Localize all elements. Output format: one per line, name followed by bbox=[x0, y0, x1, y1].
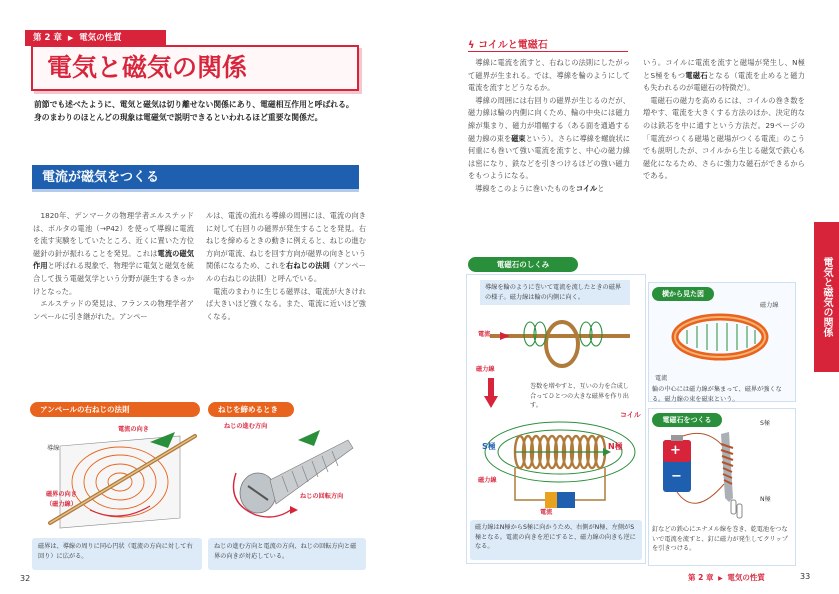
label-current-1: 電流 bbox=[478, 331, 491, 338]
left-col1-text-c: エルステッドの発見は、フランスの物理学者アンペールに引き継がれた。アンペー bbox=[33, 299, 194, 321]
right-col2-text-a: いう。コイルに電流を流すと磁場が発生し、N極とS極をもつ bbox=[643, 58, 805, 80]
term-coil: コイル bbox=[575, 183, 598, 193]
subsection-header-right bbox=[468, 36, 548, 51]
footer-chapter-title: 電気の性質 bbox=[727, 573, 765, 582]
left-column-2 bbox=[206, 210, 366, 323]
right-col2-text-b: となる（電流を止めると磁力も失われるのが電磁石の特徴だ）。 bbox=[643, 70, 805, 93]
footer-chapter: 第 2 章 bbox=[688, 573, 714, 582]
left-column-1 bbox=[33, 210, 194, 323]
fig-screw-title: ねじを締めるとき bbox=[208, 402, 294, 417]
left-col1-text-a: 1820年、デンマークの物理学者エルステッドは、ボルタの電池（→P42）を使って導線に電流を流す実験をしていたところ、近くに置いた方位磁針の針が振れることを発見。これは bbox=[33, 211, 194, 258]
side-view-diagram bbox=[665, 302, 785, 367]
advance-arrow-icon bbox=[298, 430, 320, 446]
label-make-n: N極 bbox=[760, 496, 771, 503]
label-current-direction: 電流の向き bbox=[118, 426, 149, 433]
term-magnetic-flux: 磁束 bbox=[511, 133, 526, 143]
screw-icon bbox=[240, 440, 353, 513]
left-col2-text-c: 電流のまわりに生じる磁界は、電流が大きければ大きいほど強くなる。また、電流に近いほど強くなる。 bbox=[206, 286, 366, 321]
subsection-title-left: 電流が磁気をつくる bbox=[42, 170, 160, 185]
fig-side-caption: 輪の中心には磁力線が集まって、磁界が強くなる。磁力線の束を磁束という。 bbox=[652, 386, 782, 403]
label-wire: 導線 bbox=[47, 445, 60, 452]
fig-electromagnet-caption bbox=[470, 520, 642, 560]
current-arrow-icon bbox=[500, 332, 510, 340]
page-number-left: 32 bbox=[20, 574, 31, 583]
label-current-2: 電流 bbox=[540, 509, 553, 516]
left-col2-text-a: ルは、電流の流れる導線の周囲には、電流の向きに対して右回りの磁界が発生することを発見。右ねじを締めるときの動きに例えると、ねじの進む方向が電流、ねじを回す方向が磁界の向きという関係になるため、これを bbox=[206, 211, 366, 271]
label-side-current: 電流 bbox=[655, 375, 668, 382]
term-electromagnet: 電磁石 bbox=[685, 70, 708, 80]
coil-diagram bbox=[475, 410, 645, 515]
fig-electromagnet-caption-text: 磁力線はN極からS極に向かうため、右側がN極、左側がS極となる。電流の向きを逆にすると、磁力線の向きも逆になる。 bbox=[475, 524, 636, 550]
label-field-direction: 磁界の向き （磁力線） bbox=[46, 491, 77, 508]
subsection-underline bbox=[468, 51, 628, 52]
right-column-2 bbox=[643, 57, 805, 183]
footer-right bbox=[688, 572, 765, 583]
section-title-box bbox=[31, 45, 359, 91]
fig-make-caption: 釘などの鉄心にエナメル線を巻き、乾電池をつないで電流を流すと、釘に磁力が発生してクリップを引きつける。 bbox=[652, 526, 788, 552]
left-header-tab bbox=[25, 30, 166, 46]
subsection-title-right: コイルと電磁石 bbox=[478, 40, 548, 51]
right-col1-text-b: 導線の周囲には右回りの磁界が生じるのだが、磁力線は輪の内側に向くため、輪の中央には磁力線が集まり、磁力が増幅する（ある面を通過する磁力線の束を bbox=[468, 95, 630, 143]
right-col1-text-c: という）。さらに導線を螺旋状に何重にも巻いて強い電流を流すと、中心の磁力線は密になり、鉄などを引きつけるほどの強い磁力をもつようになる。 bbox=[468, 133, 630, 181]
fig-ampere-diagram bbox=[30, 418, 205, 538]
label-s-pole: S極 bbox=[482, 442, 496, 451]
chapter-title: 電気の性質 bbox=[79, 33, 122, 43]
right-column-1 bbox=[468, 57, 630, 196]
battery-plus: + bbox=[670, 443, 681, 458]
page-number-right: 33 bbox=[800, 572, 811, 581]
right-col1-text-e: と bbox=[597, 183, 605, 193]
label-coil: コイル bbox=[620, 411, 641, 419]
label-make-s: S極 bbox=[760, 420, 771, 427]
label-side-field: 磁力線 bbox=[760, 302, 779, 309]
paper-clip-icon bbox=[731, 500, 742, 518]
subsection-bar-left bbox=[32, 165, 359, 192]
fig-side-title: 横から見た図 bbox=[652, 287, 714, 301]
chapter-label: 第 2 章 bbox=[33, 33, 62, 43]
left-col1-text-b: と呼ばれる現象で、物理学に電気と磁気を統合して扱う電磁気学という分野が誕生するきっかけとなった。 bbox=[33, 261, 194, 296]
battery-icon bbox=[545, 492, 575, 508]
fig-electromagnet-title: 電磁石のしくみ bbox=[468, 257, 578, 272]
term-magnetic-action: 電流の磁気作用 bbox=[33, 248, 194, 271]
section-title: 電気と磁気の関係 bbox=[47, 53, 248, 82]
side-tab: 電気と磁気の関係 bbox=[814, 222, 839, 372]
left-col2-text-b: （アンペールの右ねじの法則）と呼んでいる。 bbox=[206, 261, 366, 283]
label-n-pole: N極 bbox=[608, 442, 623, 451]
right-col2-text-c: 電磁石の磁力を高めるには、コイルの巻き数を増やす、電流を大きくする方法のほか、決定的なのは鉄芯を中に通すという方法だ。29ページの「電流がつくる磁場と磁場がつくる電流」のこうでも説明したが、コイルから生じる磁気で鉄心も磁化になるため、さらに強力な磁石ができるからである。 bbox=[643, 95, 805, 181]
right-col1-text-a: 導線に電流を流すと、右ねじの法則にしたがって磁界が生まれる。では、導線を輪のようにして電流を流すとどうなるか。 bbox=[468, 58, 630, 93]
lightning-icon: ϟ bbox=[468, 40, 475, 51]
loop-diagram bbox=[470, 304, 645, 379]
fig-ampere-title: アンペールの右ねじの法則 bbox=[30, 402, 200, 417]
fig-ampere-caption-text: 磁界は、導線の周りに同心円状（電流の方向に対して右回り）に広がる。 bbox=[38, 543, 193, 560]
down-arrow-icon bbox=[484, 378, 498, 408]
chapter-arrow-icon: ▶ bbox=[67, 34, 74, 42]
fig-make-title: 電磁石をつくる bbox=[652, 413, 722, 427]
label-screw-advance: ねじの進む方向 bbox=[224, 423, 268, 430]
fig-screw-diagram bbox=[208, 418, 368, 538]
label-field-lines-2: 磁力線 bbox=[478, 477, 497, 484]
footer-arrow-icon: ▶ bbox=[718, 575, 723, 582]
fig-ampere-caption bbox=[32, 538, 202, 570]
battery-minus: − bbox=[671, 469, 682, 484]
right-col1-text-d: 導線をこのように巻いたものを bbox=[475, 183, 576, 193]
fig-screw-caption bbox=[208, 538, 366, 570]
fig-screw-caption-text: ねじの進む方向と電流の方向、ねじの回転方向と磁界の向きが対応している。 bbox=[214, 543, 357, 560]
nail-icon bbox=[721, 432, 733, 502]
note-mid: 巻数を増やすと、互いの力を合成し合ってひとつの大きな磁界を作り出す。 bbox=[530, 383, 629, 409]
wire-loop bbox=[546, 322, 578, 366]
note-top: 導線を輪のように巻いて電流を流したときの磁界の様子。磁力線は輪の内側に向く。 bbox=[480, 280, 630, 305]
label-field-lines-1: 磁力線 bbox=[476, 366, 495, 373]
intro-text: 前節でも述べたように、電気と磁気は切り離せない関係にあり、電磁相互作用と呼ばれる。身のまわりのほとんどの現象は電磁気で説明できるといわれるほど重要な関係だ。 bbox=[34, 100, 354, 122]
term-right-screw: 右ねじの法則 bbox=[286, 261, 330, 271]
label-screw-rotation: ねじの回転方向 bbox=[300, 493, 344, 500]
